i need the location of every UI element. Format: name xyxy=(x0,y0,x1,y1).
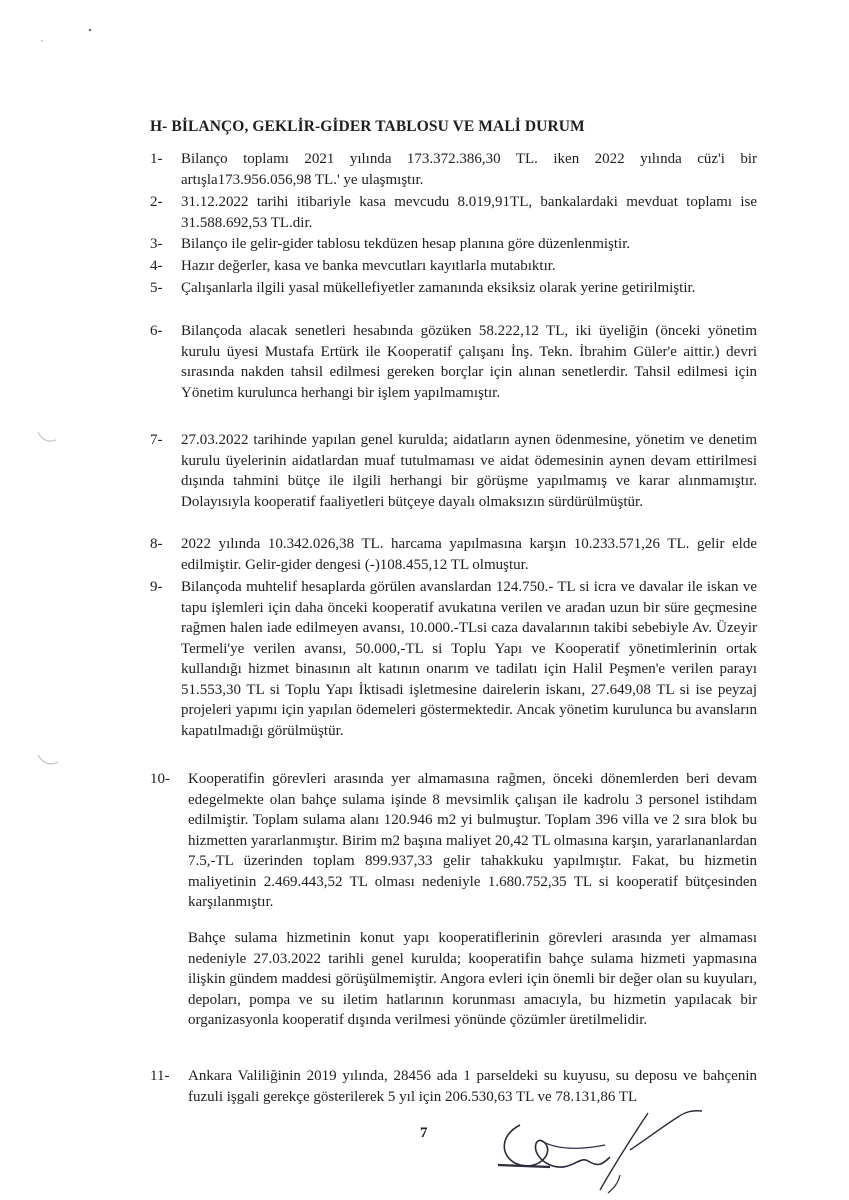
item-text: Bilançoda alacak senetleri hesabında gözüken 58.222,12 TL, iki üyeliğin (önceki yönetim kurulu üyesi Mustafa Ertürk ile Kooperatif çalışanı İnş. Tekn. İbrahim Güler'e aittir.) devri sırasında nakden tahsil edilmesi gereken borçlar için alınan senetlerdir. Tahsil edilmesi için Yönetim kurulunca herhangi bir işlem yapılmamıştır. xyxy=(181,323,757,401)
page-number: 7 xyxy=(420,1125,428,1141)
item-text: 27.03.2022 tarihinde yapılan genel kurulda; aidatların aynen ödenmesine, yönetim ve denetim kurulu üyelerinin aidatlardan muaf tutulmaması ve aidat ödemesinin aynen devam ettirilmesi dışında tahmini bütçe ile ilgili herhangi bir görüşme yapılmamış ve karar alınmamıştır. Dolayısıyla kooperatif faaliyetleri bütçeye dayalı olmaksızın sürdürülmüştür. xyxy=(181,432,757,510)
item-text: Kooperatifin görevleri arasında yer almamasına rağmen, önceki dönemlerden beri devam edegelmekte olan bahçe sulama işinde 8 mevsimlik çalışan ile kadrolu 3 personel istihdam edilmiştir. Toplam sulama alanı 120.946 m2 yi bulmuştur. Toplam 396 villa ve 2 sıra blok bu hizmetten yararlanmıştır. Birim m2 başına maliyet 20,42 TL olmasına karşın, yararlananlardan 7.5,-TL üzerinden toplam 899.937,33 gelir tahakkuku yapılmıştır. Fakat, bu hizmetin maliyetinin 2.469.443,52 TL olması nedeniyle 1.680.752,35 TL si kooperatif bütçesinden karşılanmıştır. xyxy=(188,771,757,910)
item-number: 1- xyxy=(150,151,163,167)
item-number: 6- xyxy=(150,323,163,339)
item-text: 2022 yılında 10.342.026,38 TL. harcama yapılmasına karşın 10.233.571,26 TL. gelir elde edilmiştir. Gelir-gider dengesi (-)108.455,12 TL olmuştur. xyxy=(181,536,757,573)
item-text: 31.12.2022 tarihi itibariyle kasa mevcudu 8.019,91TL, bankalardaki mevduat toplamı ise 31.588.692,53 TL.dir. xyxy=(181,194,757,231)
item-text: Bilanço ile gelir-gider tablosu tekdüzen hesap planına göre düzenlenmiştir. xyxy=(181,236,631,252)
item-text: Hazır değerler, kasa ve banka mevcutları kayıtlarla mutabıktır. xyxy=(181,258,556,274)
item-text: Çalışanlarla ilgili yasal mükellefiyetler zamanında eksiksiz olarak yerine getirilmiştir. xyxy=(181,280,696,296)
item-number: 8- xyxy=(150,536,163,552)
item-number: 4- xyxy=(150,258,163,274)
signature-image xyxy=(480,1095,720,1195)
item-number: 9- xyxy=(150,579,163,595)
item-text: Ankara Valiliğinin 2019 yılında, 28456 ada 1 parseldeki su kuyusu, su deposu ve bahçenin fuzuli işgali gerekçe gösterilerek 5 yıl için 206.530,63 TL ve 78.131,86 TL xyxy=(188,1068,757,1105)
item-number: 11- xyxy=(150,1068,170,1084)
item-number: 7- xyxy=(150,432,163,448)
item-text: Bilanço toplamı 2021 yılında 173.372.386,30 TL. iken 2022 yılında cüz'i bir artışla173.956.056,98 TL.' ye ulaşmıştır. xyxy=(181,151,757,188)
item-number: 2- xyxy=(150,194,163,210)
item-text: Bilançoda muhtelif hesaplarda görülen avanslardan 124.750.- TL si icra ve davalar ile iskan ve tapu işlemleri için daha önceki kooperatif avukatına verilen ve aradan uzun bir süre geçmesine rağmen halen iade edilmeyen avansı, 10.000.-TLsi caza davalarının takibi sebebiyle Av. Üzeyir Termeli'ye verilen avansı, 50.000,-TL si Toplu Yapı ve Kooperatif yönetimlerinin ortak kullandığı hizmet binasının alt katının onarım ve tadilatı için Halil Peşmen'e verilen parayı 51.553,30 TL si Toplu Yapı İktisadi işletmesine dairelerin iskanı, 27.649,08 TL si ise peyzaj projeleri yapımı için yapılan ödemeleri göstermektedir. Ancak yönetim kurulunca bu avansların kapatılmadığı görülmüştür. xyxy=(181,579,757,739)
item-number: 5- xyxy=(150,280,163,296)
item-number: 3- xyxy=(150,236,163,252)
item-text: Bahçe sulama hizmetinin konut yapı kooperatiflerinin görevleri arasında yer almaması nedeniyle 27.03.2022 tarihli genel kurulda; kooperatifin bahçe sulama hizmeti yapmasına ilişkin gündem maddesi görüşülmemiştir. Angora evleri için önemli bir değer olan su kuyuları, depoları, pompa ve su iletim hatlarının korunması amacıyla, bu hizmetin yapılacak bir organizasyonla kooperatif dışında verilmesi yönünde çözümler üretilmelidir. xyxy=(188,930,757,1028)
section-heading: H- BİLANÇO, GEKLİR-GİDER TABLOSU VE MALİ DURUM xyxy=(150,118,585,135)
item-number: 10- xyxy=(150,771,170,787)
